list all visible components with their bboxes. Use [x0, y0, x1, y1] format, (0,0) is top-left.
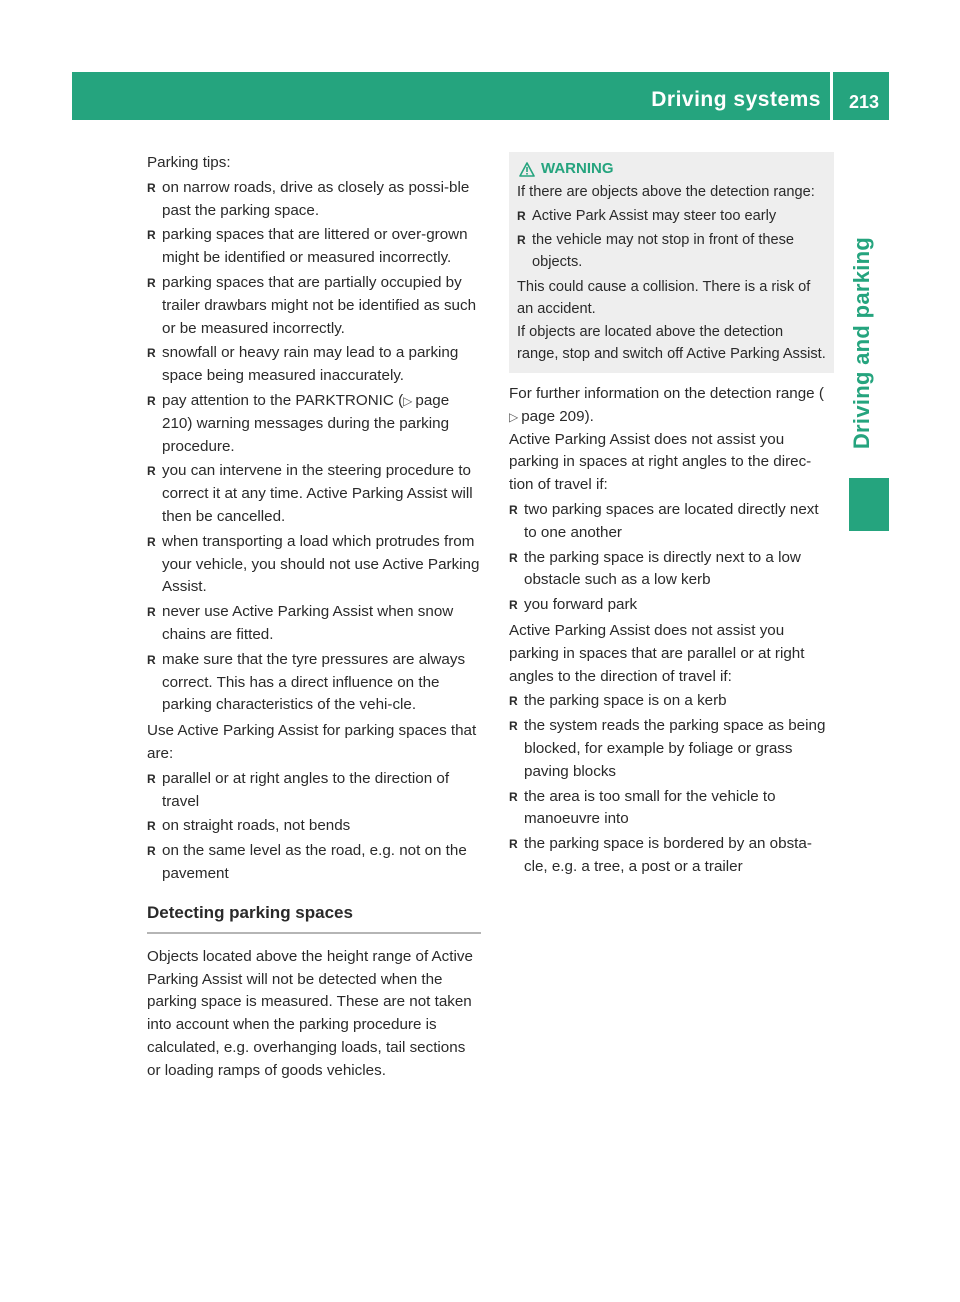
use-for-list: [147, 768, 481, 886]
chapter-marker: [849, 478, 889, 531]
list-item: R you can intervene in the steering procedure to correct it at any time. Active Parking Assist will then be cancelled.: [147, 462, 473, 525]
list-item: R parking spaces that are littered or over-grown might be identified or measured incorrectly.: [147, 226, 468, 267]
list-item: R two parking spaces are located directly next to one another: [509, 500, 819, 541]
list-item: R on straight roads, not bends: [147, 815, 481, 838]
bullet-icon: R: [147, 771, 156, 786]
list-item: R pay attention to the PARKTRONIC (▷ page 210) warning messages during the parking procedure.: [147, 391, 450, 455]
page-reference-arrow-icon: ▷: [509, 409, 519, 424]
list-item: R parallel or at right angles to the direction of travel: [147, 769, 450, 810]
bullet-icon: R: [509, 694, 518, 709]
page-reference-link[interactable]: page 210: [162, 391, 450, 432]
use-for-intro: Use Active Parking Assist for parking spaces that are:: [147, 722, 477, 762]
parking-tips-intro: Parking tips:: [147, 154, 231, 171]
left-column: [147, 152, 481, 1082]
section-title: Driving systems: [651, 88, 821, 111]
page-reference-link[interactable]: page 209: [521, 407, 585, 425]
list-item: R Active Park Assist may steer too early: [517, 205, 826, 227]
chapter-side-tab: [836, 228, 889, 458]
bullet-icon: R: [147, 464, 156, 479]
list-item: R on narrow roads, drive as closely as possi-ble past the parking space.: [147, 178, 470, 219]
further-info: For further information on the detection range (▷ page 209).: [509, 383, 834, 429]
bullet-icon: R: [147, 819, 156, 834]
right-angles-intro: Active Parking Assist does not assist you parking in spaces at right angles to the direc-tion of travel if:: [509, 430, 812, 494]
bullet-icon: R: [517, 233, 526, 247]
list-item: R the parking space is on a kerb: [509, 690, 834, 713]
list-item: R never use Active Parking Assist when snow chains are fitted.: [147, 603, 454, 643]
page-number: 213: [848, 92, 879, 112]
list-item: R the parking space is bordered by an obsta-cle, e.g. a tree, a post or a trailer: [509, 835, 812, 875]
list-item: R the area is too small for the vehicle to manoeuvre into: [509, 787, 776, 828]
bullet-icon: R: [147, 275, 156, 290]
right-angles-list: [509, 499, 834, 617]
bullet-icon: R: [509, 502, 518, 517]
bullet-icon: R: [509, 837, 518, 852]
list-item: R the parking space is directly next to a low obstacle such as a low kerb: [509, 548, 801, 589]
page-reference-arrow-icon: ▷: [403, 393, 413, 408]
warning-title: WARNING: [517, 158, 826, 180]
warning-triangle-icon: [519, 162, 535, 177]
bullet-icon: R: [147, 180, 156, 195]
bullet-icon: R: [509, 550, 518, 565]
header-divider: [830, 72, 833, 120]
bullet-icon: R: [517, 209, 526, 223]
list-item: R parking spaces that are partially occupied by trailer drawbars might not be identified as such or be measured incorrectly.: [147, 273, 477, 337]
bullet-icon: R: [147, 346, 156, 361]
bullet-icon: R: [509, 719, 518, 734]
warning-list: [517, 205, 826, 273]
list-item: R the system reads the parking space as being blocked, for example by foliage or grass paving blocks: [509, 717, 826, 780]
right-column: [509, 152, 834, 882]
parallel-list: [509, 690, 834, 878]
bullet-icon: R: [147, 844, 156, 859]
section-body: Objects located above the height range of Active Parking Assist will not be detected when the parking space is measured. These are not taken into account when the parking procedure is calculated, e.g. overhanging loads, tail sections or loading ramps of goods vehicles.: [147, 947, 473, 1079]
bullet-icon: R: [147, 393, 156, 408]
bullet-icon: R: [147, 228, 156, 243]
list-item: R make sure that the tyre pressures are always correct. This has a direct influence on the parking characteristics of the vehi-cle.: [147, 650, 466, 714]
bullet-icon: R: [147, 605, 156, 620]
bullet-icon: R: [147, 534, 156, 549]
list-item: R the vehicle may not stop in front of these objects.: [517, 229, 826, 273]
section-heading: Detecting parking spaces: [147, 902, 481, 934]
warning-text: This could cause a collision. There is a risk of an accident.: [517, 279, 811, 317]
bullet-icon: R: [147, 652, 156, 667]
list-item: R when transporting a load which protrudes from your vehicle, you should not use Active Parking Assist.: [147, 532, 480, 596]
warning-intro: If there are objects above the detection range:: [517, 184, 815, 200]
bullet-icon: R: [509, 598, 518, 613]
list-item: R you forward park: [509, 594, 834, 617]
warning-box: [509, 152, 834, 373]
list-item: R on the same level as the road, e.g. not on the pavement: [147, 842, 467, 882]
list-item: R snowfall or heavy rain may lead to a parking space being measured inaccurately.: [147, 344, 459, 385]
chapter-label: Driving and parking: [849, 236, 874, 450]
parking-tips-list: [147, 177, 481, 717]
bullet-icon: R: [509, 789, 518, 804]
page-header-bar: [72, 72, 889, 120]
warning-text: If objects are located above the detection range, stop and switch off Active Parking Assist.: [517, 324, 826, 362]
parallel-intro: Active Parking Assist does not assist you parking in spaces that are parallel or at right angles to the direction of travel if:: [509, 621, 805, 685]
